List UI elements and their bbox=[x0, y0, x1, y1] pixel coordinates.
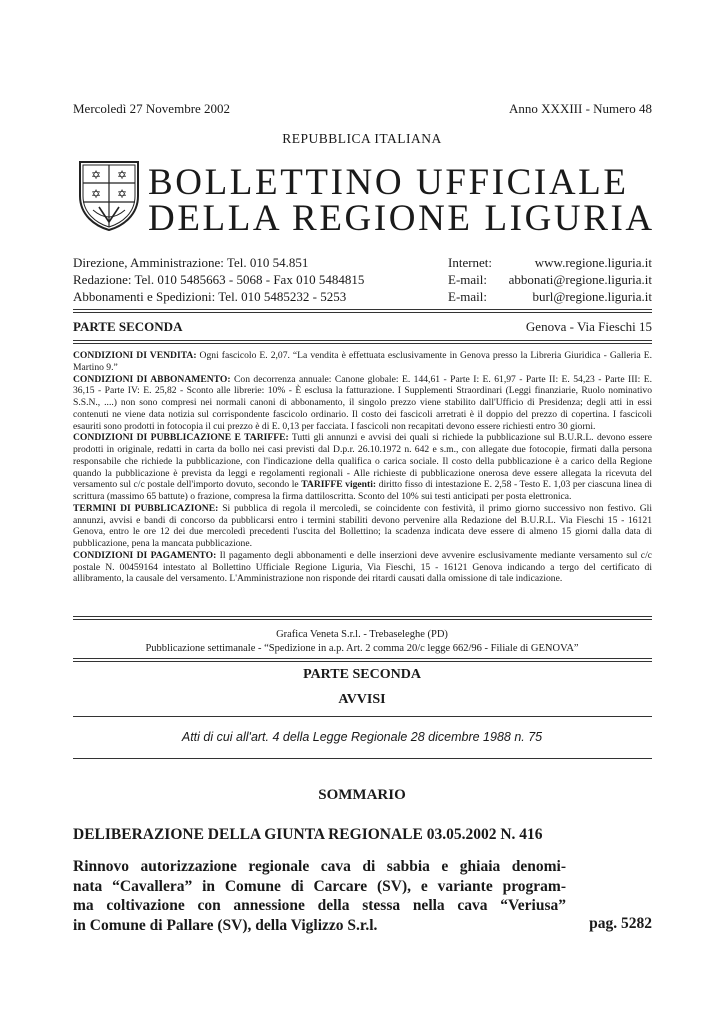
svg-text:✡: ✡ bbox=[116, 168, 128, 182]
atti-subtitle: Atti di cui all'art. 4 della Legge Regionale 28 dicembre 1988 n. 75 bbox=[181, 730, 543, 744]
item-title-line: ma coltivazione con annessione della stessa nella cava “Veriusa” bbox=[73, 897, 566, 914]
liguria-coat-of-arms-icon bbox=[77, 160, 141, 232]
condizioni-abbonamento-text: Con decorrenza annuale: Canone globale: E. 144,61 - Parte I: E. 61,97 - Parte II: E. 54,23 - Parte III: E. 36,15 - Parte IV: E. 25,82 - Sconto alle librerie: 10% - È esclusa la fatturazione. I Supplementi Straordinari (Leggi finanziarie, Ruolo nominativo S.S.N., ....) non sono compresi nei normali canoni di abbonamento, il singolo prezzo viene stabilito dall'Ufficio di Presidenza; degli atti in essi contenuti ne viene data notizia sul corrispondente fascicolo ordinario. Il costo dei fascicoli arretrati è il doppio del prezzo di copertina. I fascicoli esauriti sono prodotti in fotocopia il cui prezzo è di E. 0,13 per facciata. I fascicoli non recapitati devono essere richiesti entro 30 giorni. bbox=[73, 373, 652, 432]
contact-email-label: E-mail: bbox=[448, 289, 487, 304]
item-title-line: nata “Cavallera” in Comune di Carcare (SV), e variante program- bbox=[73, 877, 566, 895]
condizioni-vendita-text: Ogni fascicolo E. 2,07. “La vendita è effettuata esclusivamente in Genova presso la Libreria Giuridica - Galleria E. Martino 9.” bbox=[73, 350, 652, 373]
condizioni-pagamento-text: Il pagamento degli abbonamenti e delle inserzioni deve avvenire esclusivamente mediante versamento sul c/c postale N. 00459164 intestato al Bollettino Ufficiale Regione Liguria, Via Fieschi, 15 - 16121 Genova indicando a tergo del certificato di allibramento, la causale del versamento. L'Amministrazione non risponde dei ritardi causati dalla omissione di tale indicazione. bbox=[73, 549, 652, 585]
condizioni-pagamento-label: CONDIZIONI DI PAGAMENTO: bbox=[73, 549, 217, 561]
parte-heading: PARTE SECONDA bbox=[303, 667, 421, 682]
tariffe-text: diritto fisso di intestazione E. 2,58 - Testo E. 1,03 per ciascuna linea di scrittura (massimo 65 battute) o frazione, compresa la firma dattiloscritta. Sconto del 10% sui testi anticipati per posta elettronica. bbox=[73, 479, 652, 502]
section-bar-parte: PARTE SECONDA bbox=[73, 319, 183, 334]
divider bbox=[73, 658, 652, 659]
contact-redazione: Redazione: Tel. 010 5485663 - 5068 - Fax 010 5484815 bbox=[73, 272, 365, 287]
sommario-heading: SOMMARIO bbox=[318, 787, 406, 803]
svg-text:✡: ✡ bbox=[90, 187, 102, 201]
contacts-online bbox=[448, 254, 652, 305]
divider bbox=[73, 619, 652, 620]
condizioni-pubblicazione-label: CONDIZIONI DI PUBBLICAZIONE E TARIFFE: bbox=[73, 432, 289, 444]
contact-email-label: E-mail: bbox=[448, 272, 487, 287]
divider bbox=[73, 312, 652, 313]
termini-pubblicazione bbox=[73, 503, 652, 550]
section-bar-address: Genova - Via Fieschi 15 bbox=[525, 319, 652, 334]
contacts-phones bbox=[73, 254, 364, 305]
condizioni-vendita bbox=[73, 350, 652, 374]
printer-info bbox=[0, 628, 724, 656]
publication-line: Pubblicazione settimanale - “Spedizione in a.p. Art. 2 comma 20/c legge 662/96 - Filiale di GENOVA” bbox=[145, 643, 579, 654]
condizioni-abbonamento-label: CONDIZIONI DI ABBONAMENTO: bbox=[73, 373, 231, 385]
termini-pubblicazione-text: Si pubblica di regola il mercoledì, se coincidente con festività, il primo giorno successivo non festivo. Gli annunzi, avvisi e bandi di concorso da pubblicarsi entro i termini stabiliti devono pervenire alla Redazione del B.U.R.L. Via Fieschi 15 - 16121 Genova, entro le ore 12 dei due mercoledì precedenti l'uscita del Bollettino; la scadenza indicata deve essere di almeno 15 giorni dalla data di pubblicazione, pena la mancata pubblicazione. bbox=[73, 502, 652, 549]
item-title-line: Rinnovo autorizzazione regionale cava di sabbia e ghiaia denomi- bbox=[73, 858, 566, 875]
contact-abbonamenti: Abbonamenti e Spedizioni: Tel. 010 5485232 - 5253 bbox=[73, 289, 347, 304]
contact-internet-link[interactable]: www.regione.liguria.it bbox=[534, 255, 652, 270]
avvisi-heading: AVVISI bbox=[338, 692, 386, 707]
conditions-block bbox=[73, 350, 652, 585]
issue-number: Anno XXXIII - Numero 48 bbox=[509, 101, 652, 116]
section-bar bbox=[73, 319, 652, 335]
contact-email-burl-link[interactable]: burl@regione.liguria.it bbox=[532, 289, 652, 304]
republic-label: REPUBBLICA ITALIANA bbox=[282, 131, 442, 146]
divider bbox=[73, 616, 652, 617]
svg-text:✡: ✡ bbox=[116, 187, 128, 201]
condizioni-pubblicazione-text: Tutti gli annunzi e avvisi dei quali si richiede la pubblicazione sul B.U.R.L. devono essere prodotti in originale, redatti in carta da bollo nei casi previsti dal D.p.r. 26.10.1972 n. 642 e s.m., con allegate due fotocopie, firmati dalla persona responsabile che richiede la pubblicazione, con l'indicazione della qualifica o carica sociale. Il costo della pubblicazione è a carico della Regione quando la pubblicazione è prevista da leggi e regolamenti regionali - Alle richieste di pubblicazione onerosa deve essere allegata la ricevuta del versamento sul c/c postale dell'importo dovuto, secondo le bbox=[73, 432, 652, 491]
condizioni-vendita-label: CONDIZIONI DI VENDITA: bbox=[73, 350, 197, 361]
svg-text:✡: ✡ bbox=[90, 168, 102, 182]
condizioni-abbonamento bbox=[73, 374, 652, 433]
item-title-line: in Comune di Pallare (SV), della Viglizzo S.r.l. bbox=[73, 916, 378, 934]
divider bbox=[73, 661, 652, 662]
bulletin-title-line1: BOLLETTINO UFFICIALE bbox=[148, 162, 629, 203]
issue-date: Mercoledì 27 Novembre 2002 bbox=[73, 101, 231, 116]
contact-internet-label: Internet: bbox=[448, 255, 493, 270]
divider bbox=[73, 343, 652, 344]
contact-email-abbonati bbox=[448, 271, 652, 288]
condizioni-pagamento bbox=[73, 550, 652, 585]
top-line bbox=[73, 101, 652, 117]
termini-pubblicazione-label: TERMINI DI PUBBLICAZIONE: bbox=[73, 502, 219, 514]
page-reference[interactable]: pag. 5282 bbox=[589, 915, 652, 932]
contact-internet bbox=[448, 254, 652, 271]
deliberazione-heading: DELIBERAZIONE DELLA GIUNTA REGIONALE 03.05.2002 N. 416 bbox=[73, 826, 543, 843]
divider bbox=[73, 716, 652, 717]
contact-email-abbonati-link[interactable]: abbonati@regione.liguria.it bbox=[508, 272, 652, 287]
contact-email-burl bbox=[448, 288, 652, 305]
tariffe-label: TARIFFE vigenti: bbox=[301, 479, 377, 491]
condizioni-pubblicazione bbox=[73, 432, 652, 503]
divider bbox=[73, 758, 652, 759]
contact-direzione: Direzione, Amministrazione: Tel. 010 54.851 bbox=[73, 255, 309, 270]
printer-line: Grafica Veneta S.r.l. - Trebaseleghe (PD) bbox=[276, 629, 448, 640]
divider bbox=[73, 309, 652, 310]
divider bbox=[73, 340, 652, 341]
bulletin-title-line2: DELLA REGIONE LIGURIA bbox=[148, 198, 655, 239]
sommario-item-title[interactable] bbox=[73, 857, 566, 935]
